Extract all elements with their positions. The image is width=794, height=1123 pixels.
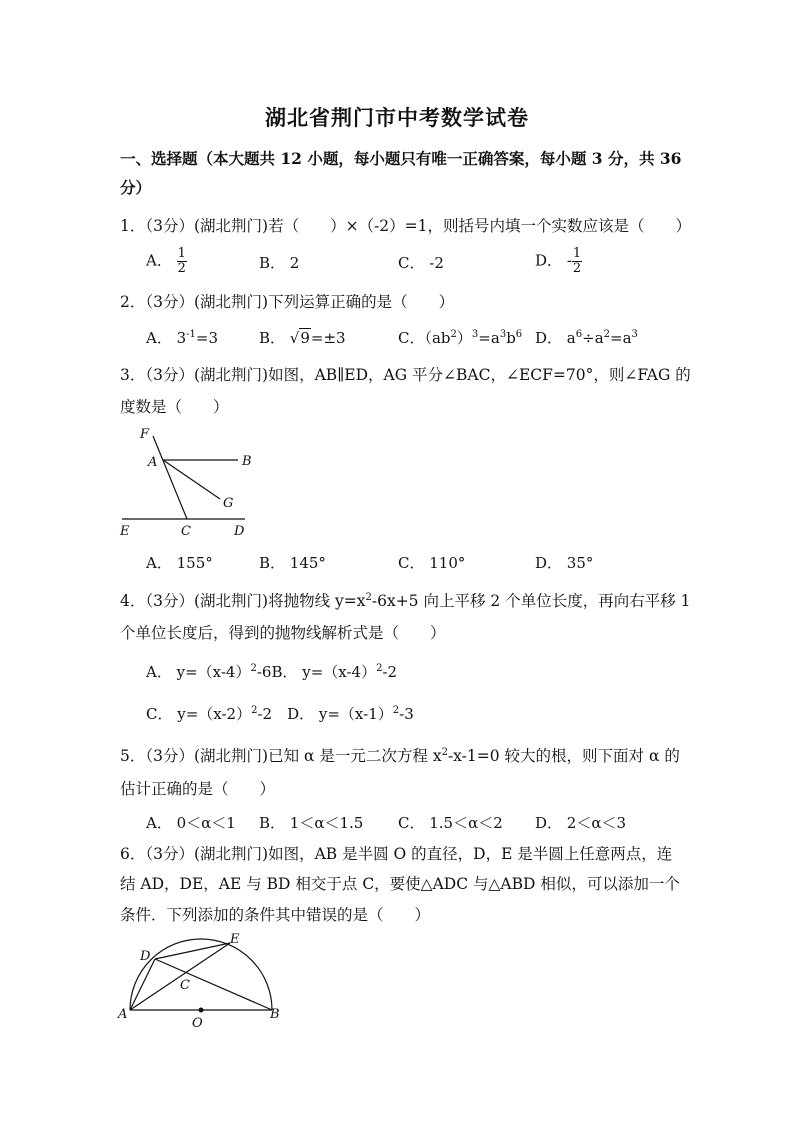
question-6-text: 6．（3分）(湖北荆门)如图，AB 是半圆 O 的直径，D，E 是半圆上任意两点，连 [120,845,673,863]
fraction: $\frac{1}{2}$ [177,246,186,276]
q3-option-d: D． 35° [535,554,594,572]
q4-options-ab: A． $y=(x-4)^2-6B$． $y=(x-4)^2-2$ [146,663,398,681]
question-3-text: 3．（3分）(湖北荆门)如图，AB∥ED，AG 平分∠BAC，∠ECF=70°，则∠FAG 的 [120,366,691,384]
question-6-text-cont: 结 AD，DE，AE 与 BD 相交于点 C，要使△ADC 与△ABD 相似，可以添加一个 [120,875,680,893]
fraction: $\frac{1}{2}$ [572,246,582,276]
question-5-text-cont: 估计正确的是（ ） [120,780,276,798]
q3-option-c: C． 110° [398,554,466,572]
q2-option-c: C．$(ab^2)^3=a^3b^6$ [398,329,523,347]
label-g: G [223,496,234,511]
question-4-text-cont: 个单位长度后，得到的抛物线解析式是（ ） [120,624,446,642]
section-heading: 一、选择题（本大题共 12 小题，每小题只有唯一正确答案，每小题 3 分，共 36 [120,149,682,168]
line-ag [163,460,220,499]
q2-option-d: D． $a^6\div a^2=a^3$ [535,329,638,347]
label-c: C [180,978,190,993]
q1-option-b: B． 2 [259,254,300,272]
label-o: O [192,1016,203,1031]
q4-options-cd: C． $y=(x-2)^2-2$ D． $y=(x-1)^2-3$ [146,705,414,723]
q2-option-b: B． √9=±3 [259,329,346,347]
q3-figure [110,420,270,545]
q5-option-a: A． 0＜α＜1 [146,814,236,832]
q2-option-a: A． $3^{-1}=3$ [146,329,219,347]
label-b: B [270,1007,280,1022]
q3-option-b: B． 145° [259,554,326,572]
chord-ad [130,959,155,1010]
question-6-text-cont2: 条件．下列添加的条件其中错误的是（ ） [120,906,431,924]
q1-option-c: C． -2 [398,254,444,272]
section-heading-cont: 分） [120,178,152,197]
chord-bd [155,959,272,1010]
label-d: D [234,524,245,539]
q3-option-a: A． 155° [146,554,213,572]
q5-option-c: C． 1.5＜α＜2 [398,814,503,832]
q6-figure [114,926,289,1031]
question-5-text: 5．（3分）(湖北荆门)已知 α 是一元二次方程 $x^2-x-1=0$ 较大的根，则下面对 α 的 [120,746,680,765]
center-point [199,1008,204,1013]
page-title: 湖北省荆门市中考数学试卷 [265,105,529,130]
label-e: E [120,524,130,539]
q5-option-b: B． 1＜α＜1.5 [259,814,364,832]
question-3-text-cont: 度数是（ ） [120,398,229,416]
label-f: F [140,427,150,442]
label-b: B [242,454,252,469]
label-a: A [118,1007,128,1022]
label-d: D [140,949,151,964]
q1-option-a: A． $\frac{1}{2}$ [146,246,186,276]
label-e: E [230,932,240,947]
question-1-text: 1．（3分）(湖北荆门)若（ ）×（-2）=1，则括号内填一个实数应该是（ ） [120,217,692,235]
line-fc [153,436,187,519]
question-2-text: 2．（3分）(湖北荆门)下列运算正确的是（ ） [120,293,455,311]
question-4-text: 4．（3分）(湖北荆门)将抛物线 $y=x^2-6x+5$ 向上平移 2 个单位长度，再向右平移 1 [120,591,691,610]
q1-option-d: D． - $\frac{1}{2}$ [535,246,582,276]
label-c: C [181,524,191,539]
label-a: A [148,455,158,470]
q5-option-d: D． 2＜α＜3 [535,814,627,832]
